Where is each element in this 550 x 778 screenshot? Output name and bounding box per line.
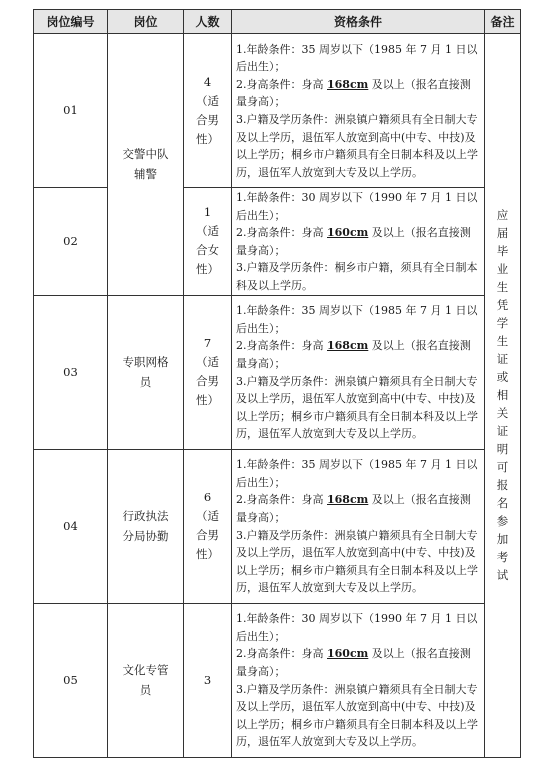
headcount-cell — [184, 449, 232, 603]
table-row — [34, 603, 521, 757]
headcount-cell — [184, 295, 232, 449]
requirements-cell — [232, 188, 485, 296]
position-name — [108, 603, 184, 757]
gender-note: （适合女性） — [196, 224, 219, 277]
remark-cell — [485, 34, 521, 758]
headcount-cell — [184, 188, 232, 296]
requirements-cell — [232, 603, 485, 757]
position-name — [108, 34, 184, 296]
height-label: 2.身高条件：身高 — [236, 339, 327, 353]
height-value: 168cm — [327, 77, 369, 91]
height-requirement — [236, 491, 481, 526]
table-row — [34, 188, 521, 296]
position-id: 05 — [34, 603, 108, 757]
position-id: 02 — [34, 188, 108, 296]
position-name — [108, 449, 184, 603]
gender-note: （适合男性） — [196, 93, 219, 146]
requirements-cell — [232, 449, 485, 603]
headcount-cell — [184, 34, 232, 188]
age-requirement: 1.年龄条件：30 周岁以下（1990 年 7 月 1 日以后出生）； — [236, 191, 478, 222]
height-note: 及以上（报名直接测量身高）； — [236, 77, 471, 109]
height-note: 及以上（报名直接测量身高）； — [236, 339, 471, 370]
height-label: 2.身高条件：身高 — [236, 77, 327, 91]
height-requirement — [236, 337, 481, 372]
age-requirement: 1.年龄条件：35 周岁以下（1985 年 7 月 1 日以后出生）； — [236, 458, 478, 489]
age-requirement: 1.年龄条件：30 周岁以下（1990 年 7 月 1 日以后出生）； — [236, 612, 478, 643]
headcount-cell — [184, 603, 232, 757]
height-value: 168cm — [327, 339, 369, 353]
height-label: 2.身高条件：身高 — [236, 226, 327, 240]
header-remark: 备注 — [485, 10, 521, 34]
headcount: 1 — [203, 205, 212, 220]
residency-education-requirement: 3.户籍及学历条件：桐乡市户籍，须具有全日制本科及以上学历。 — [236, 261, 478, 292]
residency-education-requirement: 3.户籍及学历条件：洲泉镇户籍须具有全日制大专及以上学历，退伍军人放宽到高中(中专、中技)及以上学历；桐乡市户籍须具有全日制本科及以上学历，退伍军人放宽到大专及以上学历。 — [236, 682, 478, 749]
position-name-text: 专职网格员 — [122, 355, 169, 390]
header-requirements: 资格条件 — [232, 10, 485, 34]
recruitment-table — [33, 9, 521, 758]
requirements-cell — [232, 34, 485, 188]
height-value: 168cm — [327, 493, 369, 507]
position-name-text: 交警中队辅警 — [122, 147, 169, 182]
height-requirement — [236, 645, 481, 680]
remark-text: 应届毕业生凭学生证或相关证明可报名参加考试 — [496, 208, 509, 583]
position-name-text: 文化专管员 — [122, 663, 169, 698]
residency-education-requirement: 3.户籍及学历条件：洲泉镇户籍须具有全日制大专及以上学历，退伍军人放宽到高中(中专、中技)及以上学历；桐乡市户籍须具有全日制本科及以上学历，退伍军人放宽到大专及以上学历。 — [236, 113, 478, 179]
table-row — [34, 34, 521, 188]
headcount: 3 — [203, 672, 212, 687]
headcount: 6 — [203, 490, 212, 505]
residency-education-requirement: 3.户籍及学历条件：洲泉镇户籍须具有全日制大专及以上学历，退伍军人放宽到高中(中专、中技)及以上学历；桐乡市户籍须具有全日制本科及以上学历，退伍军人放宽到大专及以上学历。 — [236, 528, 478, 595]
height-value: 160cm — [327, 226, 369, 240]
position-id: 04 — [34, 449, 108, 603]
table-row — [34, 449, 521, 603]
table-row — [34, 295, 521, 449]
height-label: 2.身高条件：身高 — [236, 493, 327, 507]
position-name-text: 行政执法分局协勤 — [122, 509, 169, 544]
header-position-id: 岗位编号 — [34, 10, 108, 34]
gender-note: （适合男性） — [196, 509, 219, 562]
requirements-cell — [232, 295, 485, 449]
age-requirement: 1.年龄条件：35 周岁以下（1985 年 7 月 1 日以后出生）； — [236, 304, 478, 335]
height-note: 及以上（报名直接测量身高）； — [236, 493, 471, 524]
residency-education-requirement: 3.户籍及学历条件：洲泉镇户籍须具有全日制大专及以上学历，退伍军人放宽到高中(中专、中技)及以上学历；桐乡市户籍须具有全日制本科及以上学历，退伍军人放宽到大专及以上学历。 — [236, 374, 478, 441]
position-id: 03 — [34, 295, 108, 449]
height-note: 及以上（报名直接测量身高）； — [236, 647, 471, 678]
height-value: 160cm — [327, 647, 369, 661]
height-requirement — [236, 76, 481, 111]
headcount: 7 — [203, 336, 212, 351]
header-count: 人数 — [184, 10, 232, 34]
gender-note: （适合男性） — [196, 355, 219, 408]
position-name — [108, 295, 184, 449]
height-requirement — [236, 224, 481, 259]
header-row — [34, 10, 521, 34]
height-note: 及以上（报名直接测量身高）； — [236, 226, 471, 257]
height-label: 2.身高条件：身高 — [236, 647, 327, 661]
headcount: 4 — [203, 74, 212, 89]
age-requirement: 1.年龄条件：35 周岁以下（1985 年 7 月 1 日以后出生）； — [236, 42, 478, 74]
header-position: 岗位 — [108, 10, 184, 34]
position-id: 01 — [34, 34, 108, 188]
